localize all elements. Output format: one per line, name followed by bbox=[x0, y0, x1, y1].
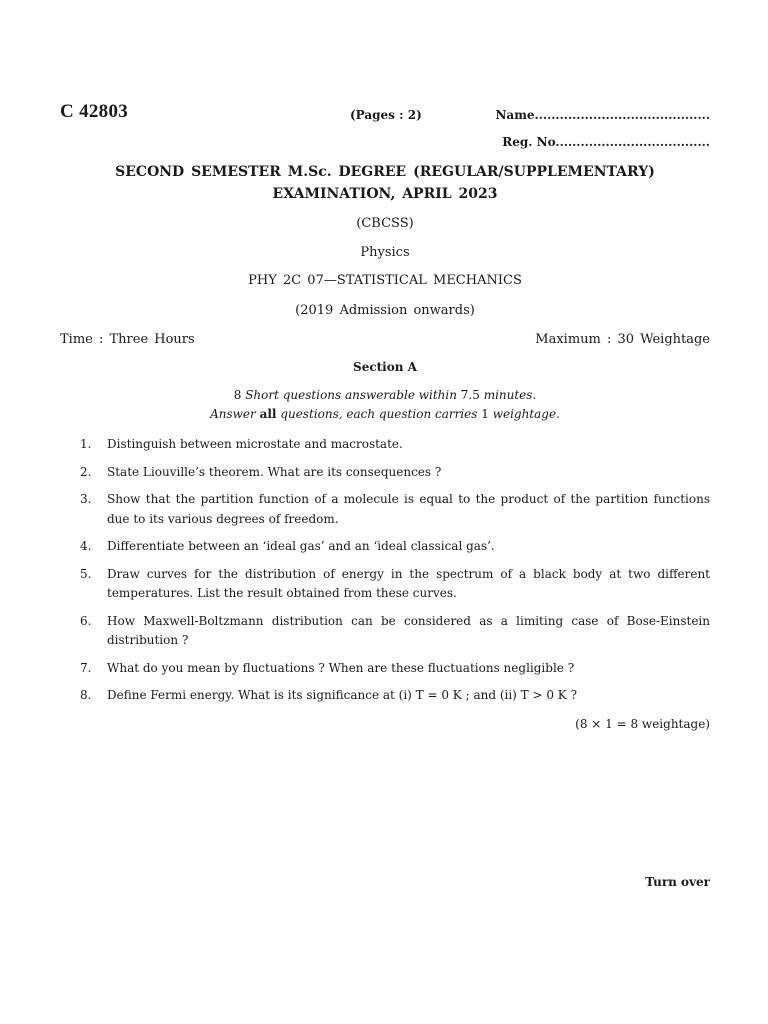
instr-italic-5: weightage. bbox=[488, 407, 560, 421]
page-count: (Pages : 2) bbox=[350, 108, 422, 122]
question-number: 6. bbox=[80, 613, 92, 628]
question-item bbox=[80, 435, 710, 455]
subject: Physics bbox=[360, 245, 410, 260]
maximum-weightage: Maximum : 30 Weightage bbox=[535, 332, 710, 347]
question-number: 5. bbox=[80, 566, 92, 581]
question-text: Define Fermi energy. What is its significance at (i) T = 0 K ; and (ii) T > 0 K ? bbox=[107, 688, 578, 702]
section-score: (8 × 1 = 8 weightage) bbox=[575, 717, 710, 731]
question-item bbox=[80, 612, 710, 651]
question-item bbox=[80, 463, 710, 483]
question-number: 4. bbox=[80, 539, 92, 553]
question-number: 8. bbox=[80, 688, 92, 702]
question-item bbox=[80, 565, 710, 604]
question-number: 3. bbox=[80, 492, 92, 506]
exam-title-line1: SECOND SEMESTER M.Sc. DEGREE (REGULAR/SUPPLEMENTARY) bbox=[115, 164, 655, 180]
question-text: Draw curves for the distribution of energy in the spectrum of a black body at two different temperatures. List the result obtained from these curves. bbox=[107, 566, 710, 600]
question-item bbox=[80, 659, 710, 679]
instr-italic-3: Answer bbox=[210, 407, 260, 421]
question-item bbox=[80, 686, 710, 706]
question-number: 7. bbox=[80, 660, 92, 675]
turn-over-note: Turn over bbox=[645, 875, 710, 889]
instr-italic-1: Short questions answerable within bbox=[245, 388, 457, 402]
exam-title-line2: EXAMINATION, APRIL 2023 bbox=[272, 186, 498, 202]
name-field: Name.......................................... bbox=[495, 108, 710, 122]
section-instruction-1 bbox=[60, 388, 710, 402]
question-text: What do you mean by fluctuations ? When are these fluctuations negligible ? bbox=[107, 660, 575, 675]
question-item bbox=[80, 537, 710, 557]
exam-scheme: (CBCSS) bbox=[356, 216, 414, 231]
question-list bbox=[80, 435, 710, 714]
paper-code: C 42803 bbox=[60, 101, 129, 122]
question-text: State Liouville’s theorem. What are its consequences ? bbox=[107, 464, 442, 479]
course-title: PHY 2C 07—STATISTICAL MECHANICS bbox=[248, 273, 522, 288]
question-text: Distinguish between microstate and macrostate. bbox=[107, 437, 403, 451]
question-item bbox=[80, 490, 710, 529]
question-text: How Maxwell-Boltzmann distribution can be considered as a limiting case of Bose-Einstein distribution ? bbox=[107, 613, 710, 647]
question-number: 1. bbox=[80, 437, 92, 451]
section-title: Section A bbox=[353, 360, 417, 374]
instr-italic-4: questions, each question carries bbox=[276, 407, 482, 421]
instr-all: all bbox=[259, 407, 277, 421]
section-instruction-2 bbox=[60, 407, 710, 421]
instr-weight: 1 bbox=[481, 407, 489, 421]
question-number: 2. bbox=[80, 464, 92, 479]
reg-no-field: Reg. No..................................... bbox=[502, 135, 710, 149]
question-text: Differentiate between an ‘ideal gas’ and an ‘ideal classical gas’. bbox=[107, 539, 495, 553]
instr-italic-2: minutes. bbox=[483, 388, 537, 402]
question-text: Show that the partition function of a molecule is equal to the product of the partition functions due to its various degrees of freedom. bbox=[107, 492, 710, 526]
admission-note: (2019 Admission onwards) bbox=[295, 303, 475, 318]
instr-minutes: 7.5 bbox=[456, 388, 484, 402]
instr-count: 8 bbox=[233, 388, 246, 402]
time-allowed: Time : Three Hours bbox=[60, 332, 195, 347]
